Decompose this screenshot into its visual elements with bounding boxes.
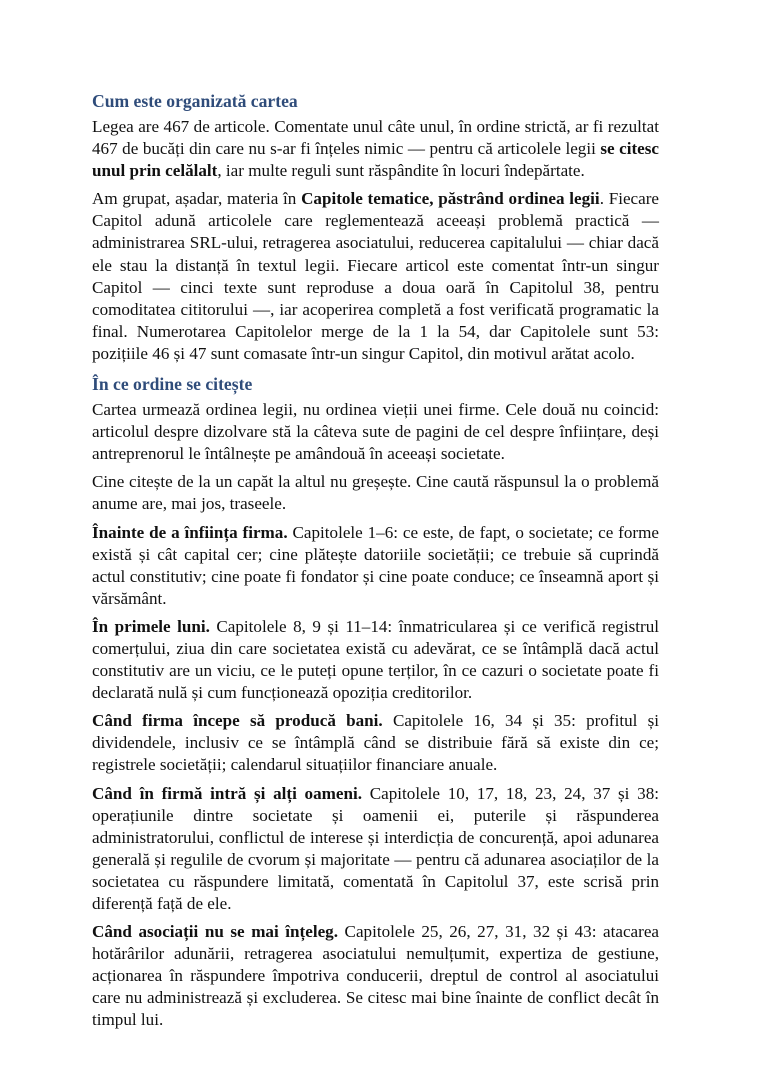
text-run: Legea are 467 de articole. Comentate unul câte unul, în ordine strictă, ar fi rezultat 467 de bucăți din care nu s-ar fi înțeles nimic — pentru că articolele legii <box>92 117 659 159</box>
route-other-people <box>92 783 659 916</box>
route-making-money <box>92 710 659 776</box>
route-text: Capitolele 25, 26, 27, 31, 32 și 43: atacarea hotărârilor adunării, retragerea asociatului nemulțumit, expertiza de gestiune, acționarea în răspundere împotriva conducerii, dreptul de control al asociatului care nu administrează și excluderea. Se citesc mai bine înainte de conflict decât în timpul lui. <box>92 922 659 1030</box>
route-text: Capitolele 1–6: ce este, de fapt, o societate; ce forme există și cât capital cer; cine plătește datoriile societății; ce trebuie să cuprindă actul constitutiv; cine poate fi fondator și cine poate conduce; ce înseamnă aport și vărsământ. <box>92 522 659 608</box>
route-text: Capitolele 10, 17, 18, 23, 24, 37 și 38: operațiunile dintre societate și oamenii ei, puterile și răspunderea administratorului, conflictul de interese și interdicția de concurență, apoi adunarea generală și regulile de cvorum și majoritate — pentru că adunarea asociaților de la societatea cu răspundere limitată, comentată în Capitolul 37, este scrisă prin diferență față de ele. <box>92 783 659 913</box>
section-heading-reading-order: În ce ordine se citește <box>92 374 253 395</box>
route-first-months <box>92 616 659 704</box>
paragraph-reading-routes-intro: Cine citește de la un capăt la altul nu greșește. Cine caută răspunsul la o problemă anume are, mai jos, traseele. <box>92 472 659 514</box>
route-lead: Înainte de a înființa firma. <box>92 522 288 542</box>
route-partners-disagree <box>92 921 659 1031</box>
paragraph-articles-count <box>92 116 659 182</box>
text-run: , iar multe reguli sunt răspândite în locuri îndepărtate. <box>217 161 585 181</box>
paragraph-law-order: Cartea urmează ordinea legii, nu ordinea vieții unei firme. Cele două nu coincid: articolul despre dizolvare stă la câteva sute de pagini de cel despre înființare, deși antreprenorul le întâlnește pe amândouă în aceeași societate. <box>92 400 659 464</box>
text-run: Am grupat, așadar, materia în <box>92 189 302 209</box>
route-lead: Când asociații nu se mai înțeleg. <box>92 922 338 942</box>
route-before-founding <box>92 522 659 610</box>
route-lead: În primele luni. <box>92 616 210 636</box>
bold-phrase: se citesc unul prin celălalt <box>92 139 659 181</box>
paragraph-thematic-chapters <box>92 188 659 365</box>
section-heading-organization: Cum este organizată cartea <box>92 91 298 111</box>
route-lead: Când firma începe să producă bani. <box>92 711 383 731</box>
route-text: Capitolele 16, 34 și 35: profitul și dividendele, inclusiv ce se întâmplă când se distribuie fără să existe din ce; registrele societății; calendarul situațiilor financiare anuale. <box>92 711 660 775</box>
bold-phrase: Capitole tematice, păstrând ordinea legii <box>301 189 600 209</box>
route-text: Capitolele 8, 9 și 11–14: înmatricularea și ce verifică registrul comerțului, ziua din care societatea există cu adevărat, ce se întâmplă dacă actul constitutiv are un viciu, ce le puteți opune terților, în ce cazuri o societate poate fi declarată nulă și cum funcționează opoziția creditorilor. <box>92 616 659 703</box>
route-lead: Când în firmă intră și alți oameni. <box>92 783 363 803</box>
text-run: . Fiecare Capitol adună articolele care reglementează aceeași problemă practică — administrarea SRL-ului, retragerea asociatului, reducerea capitalului — chiar dacă ele stau la distanță în textul legii. Fiecare articol este comentat într-un singur Capitol — cinci texte sunt reproduse a doua oară în Capitolul 38, pentru comoditatea cititorului —, iar acoperirea completă a fost verificată programatic la final. Numerotarea Capitolelor merge de la 1 la 54, dar Capitolele sunt 53: pozițiile 46 și 47 sunt comasate într-un singur Capitol, din motivul arătat acolo. <box>92 189 659 363</box>
